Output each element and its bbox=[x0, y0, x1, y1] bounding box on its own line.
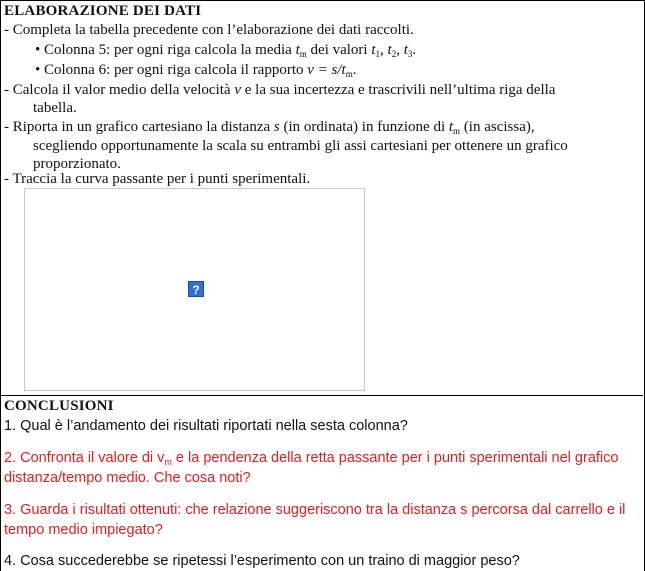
colonna-6-line: • Colonna 6: per ogni riga calcola il rapporto $v = s/t_m$. bbox=[35, 62, 357, 79]
question-3-line-1: 3. Guarda i risultati ottenuti: che relazione suggeriscono tra la distanza s percorsa dal carrello e il bbox=[4, 502, 626, 518]
elaborazione-title: ELABORAZIONE DEI DATI bbox=[4, 3, 202, 19]
missing-image-placeholder bbox=[24, 188, 365, 391]
grafico-line-1: - Riporta in un grafico cartesiano la distanza s (in ordinata) in funzione di $t_m$ (in ascissa), bbox=[4, 119, 535, 136]
grafico-line-2: scegliendo opportunamente la scala su entrambi gli assi cartesiani per ottenere un grafico bbox=[33, 138, 568, 154]
question-4: 4. Cosa succederebbe se ripetessi l’esperimento con un traino di maggior peso? bbox=[4, 553, 520, 569]
calcola-line-2: tabella. bbox=[33, 100, 77, 116]
calcola-line-1: - Calcola il valor medio della velocità v e la sua incertezza e trascrivili nell’ultima riga della bbox=[4, 82, 556, 98]
conclusioni-section bbox=[0, 396, 643, 571]
question-3-line-2: tempo medio impiegato? bbox=[4, 522, 163, 538]
traccia-line: - Traccia la curva passante per i punti sperimentali. bbox=[4, 171, 311, 187]
question-2-line-2: distanza/tempo medio. Che cosa noti? bbox=[4, 470, 251, 486]
grafico-line-3: proporzionato. bbox=[33, 156, 121, 172]
conclusioni-title: CONCLUSIONI bbox=[4, 398, 114, 414]
question-1: 1. Qual è l’andamento dei risultati riportati nella sesta colonna? bbox=[4, 418, 408, 434]
intro-line: - Completa la tabella precedente con l’elaborazione dei dati raccolti. bbox=[4, 22, 414, 38]
question-mark-icon: ? bbox=[188, 281, 204, 297]
colonna-5-line: • Colonna 5: per ogni riga calcola la media $t_m$ dei valori $t_1$, $t_2$, $t_3$. bbox=[35, 42, 417, 59]
question-2-line-1: 2. Confronta il valore di $v_m$ e la pendenza della retta passante per i punti sperimentali nel grafico bbox=[4, 450, 619, 467]
